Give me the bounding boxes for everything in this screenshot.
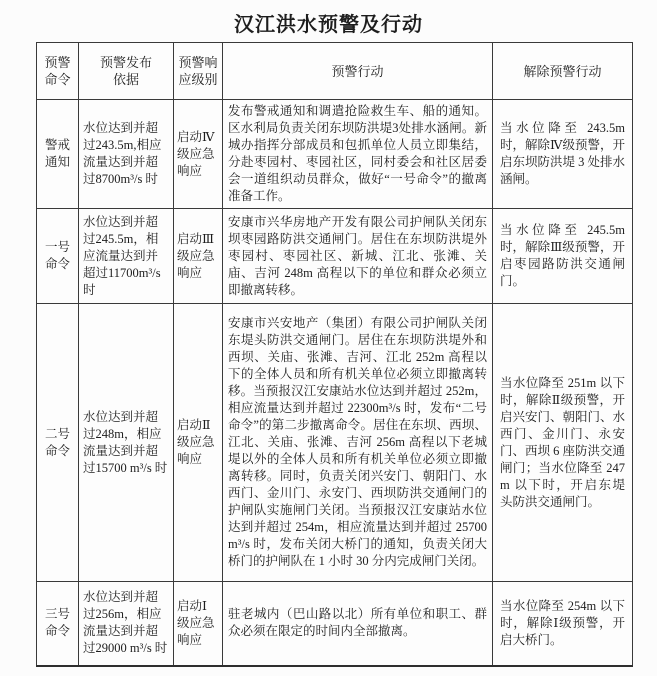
- cell-warning-command: 二号命令: [37, 304, 79, 582]
- header-cell-release-basis-label: 预警发布依据: [99, 55, 152, 87]
- cell-cancel-action: 当水位降至 245.5m 时，解除Ⅲ级预警，开启枣园路防洪交通闸门。: [493, 209, 633, 304]
- header-cell-cancel-action: 解除预警行动: [493, 43, 633, 100]
- cell-response-level: 启动Ⅲ级应急响应: [174, 209, 223, 304]
- cell-warning-command: 警戒通知: [37, 100, 79, 209]
- header-row: [37, 43, 633, 100]
- cell-release-basis: 水位达到并超过256m，相应流量达到并超过29000 m³/s 时: [79, 582, 174, 666]
- cell-cancel-action: 当水位降至 254m 以下时，解除Ⅰ级预警，开启大桥门。: [493, 582, 633, 666]
- cell-release-basis: 水位达到并超过248m，相应流量达到并超过15700 m³/s 时: [79, 304, 174, 582]
- cell-release-basis: 水位达到并超过245.5m，相应流量达到并超过11700m³/s 时: [79, 209, 174, 304]
- cell-response-level: 启动Ⅱ级应急响应: [174, 304, 223, 582]
- cell-warning-action: 安康市兴华房地产开发有限公司护闸队关闭东坝枣园路防洪交通闸门。居住在东坝防洪堤外枣园村、枣园社区、新城、江北、张滩、关庙、吉河 248m 高程以下的单位和群众必须立即撤离转移。: [223, 209, 493, 304]
- cell-warning-action: 驻老城内（巴山路以北）所有单位和职工、群众必须在限定的时间内全部撤离。: [223, 582, 493, 666]
- cell-release-basis: 水位达到并超过243.5m,相应流量达到并超过8700m³/s 时: [79, 100, 174, 209]
- header-cell-warning-command: 预警命令: [37, 43, 79, 100]
- cell-warning-action: 安康市兴安地产（集团）有限公司护闸队关闭东堤头防洪交通闸门。居住在东坝防洪堤外和西坝、关庙、张滩、吉河、江北 252m 高程以下的全体人员和所有机关单位必须立即撤离转移。当预报汉江安康站水位达到并超过 252m，相应流量达到并超过 22300m³/s 时，发布“二号命令”的第二步撤离命令。居住在东坝、西坝、江北、关庙、张滩、吉河 256m 高程以下老城堤以外的全体人员和所有机关单位必须立即撤离转移。同时，负责关闭兴安门、朝阳门、水西门、金川门、永安门、西坝防洪交通闸门的护闸队实施闸门关闭。当预报汉江安康站水位达到并超过 254m，相应流量达到并超过 25700 m³/s 时，发布关闭大桥门的通知，负责关闭大桥门的护闸队在 1 小时 30 分内完成闸门关闭。: [223, 304, 493, 582]
- header-cell-response-level: 预警响应级别: [174, 43, 223, 100]
- table-row-order-2: [37, 304, 633, 582]
- cell-cancel-action: 当水位降至 243.5m 时，解除Ⅳ级预警，开启东坝防洪堤 3 处排水涵闸。: [493, 100, 633, 209]
- cell-warning-command: 三号命令: [37, 582, 79, 666]
- cell-cancel-action: 当水位降至 251m 以下时，解除Ⅱ级预警，开启兴安门、朝阳门、水西门、金川门、永安门、西坝 6 座防洪交通闸门；当水位降至 247m 以下时，开启东堤头防洪交通闸门。: [493, 304, 633, 582]
- flood-warning-table: [36, 42, 633, 667]
- table-row-alert-notice: [37, 100, 633, 209]
- header-cell-release-basis: [79, 43, 174, 100]
- cell-warning-command: 一号命令: [37, 209, 79, 304]
- header-cell-warning-action: 预警行动: [223, 43, 493, 100]
- page-title: 汉江洪水预警及行动: [234, 14, 423, 36]
- cell-response-level: 启动Ⅰ级应急响应: [174, 582, 223, 666]
- cell-response-level: 启动Ⅳ级应急响应: [174, 100, 223, 209]
- cell-warning-action: 发布警戒通知和调遣抢险救生车、船的通知。区水利局负责关闭东坝防洪堤3处排水涵闸。新城办指挥分部成员和包抓单位人员立即集结，分赴枣园村、枣园社区，同村委会和社区居委会一道组织动员群众，做好“一号命令”的撤离准备工作。: [223, 100, 493, 209]
- table-row-order-3: [37, 582, 633, 666]
- table-row-order-1: [37, 209, 633, 304]
